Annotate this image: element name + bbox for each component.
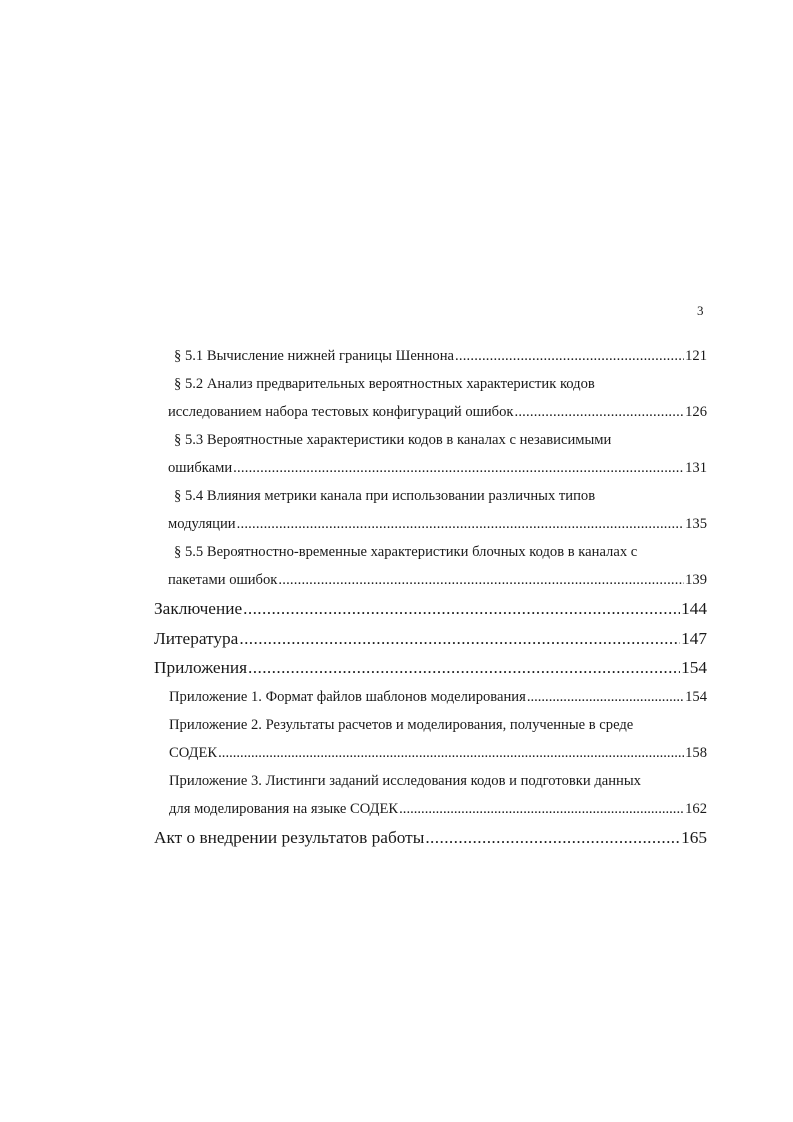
dot-leader [237, 510, 684, 538]
toc-entry-title: § 5.3 Вероятностные характеристики кодов в каналах с независимыми [174, 432, 612, 448]
dot-leader [278, 566, 684, 594]
toc-entry-title: Литература [154, 628, 239, 648]
toc-page-number: 165 [681, 827, 707, 847]
toc-entry-title: Приложения [154, 658, 248, 677]
toc-entry-act[interactable] [154, 823, 707, 853]
toc-entry-title-continued: СОДЕК [169, 744, 218, 761]
toc-entry-5-2[interactable] [154, 370, 707, 426]
toc-entry-5-4[interactable] [154, 482, 707, 538]
toc-page-number: 139 [685, 572, 707, 588]
toc-page-number: 154 [685, 688, 707, 705]
dot-leader [243, 594, 680, 624]
toc-entry-appendix-1[interactable] [154, 683, 707, 711]
toc-page-number: 126 [685, 404, 707, 420]
toc-page-number: 144 [681, 599, 707, 618]
toc-page-number: 147 [681, 628, 707, 648]
dot-leader [455, 342, 684, 370]
dot-leader [248, 653, 680, 683]
toc-entry-title: § 5.2 Анализ предварительных вероятностных характеристик кодов [174, 376, 595, 392]
toc-entry-appendix-3[interactable] [154, 767, 707, 823]
toc-entry-5-5[interactable] [154, 538, 707, 594]
toc-entry-5-3[interactable] [154, 426, 707, 482]
toc-entry-title-continued: модуляции [168, 516, 236, 532]
toc-entry-title: § 5.5 Вероятностно-временные характеристики блочных кодов в каналах с [174, 544, 638, 560]
toc-entry-title: Приложение 1. Формат файлов шаблонов моделирования [169, 688, 526, 705]
toc-page-number: 131 [685, 460, 707, 476]
dot-leader [527, 683, 684, 711]
dot-leader [218, 739, 684, 767]
toc-page-number: 135 [685, 516, 707, 532]
toc-entry-5-1[interactable] [154, 342, 707, 370]
toc-entry-title-continued: исследованием набора тестовых конфигураций ошибок [168, 404, 514, 420]
dot-leader [514, 398, 684, 426]
toc-entry-title: Акт о внедрении результатов работы [154, 827, 425, 847]
toc-entry-title-continued: для моделирования на языке СОДЕК [169, 800, 399, 817]
toc-entry-appendices[interactable] [154, 653, 707, 683]
dot-leader [239, 624, 680, 654]
toc-page-number: 158 [685, 744, 707, 761]
toc-entry-title: Приложение 3. Листинги заданий исследования кодов и подготовки данных [169, 772, 641, 789]
toc-entry-title-continued: пакетами ошибок [168, 572, 278, 588]
toc-entry-title: § 5.4 Влияния метрики канала при использовании различных типов [174, 488, 596, 504]
table-of-contents [154, 342, 707, 852]
toc-entry-appendix-2[interactable] [154, 711, 707, 767]
toc-page-number: 154 [681, 658, 707, 677]
toc-entry-title: Приложение 2. Результаты расчетов и моделирования, полученные в среде [169, 716, 634, 733]
toc-page-number: 121 [685, 348, 707, 364]
toc-entry-title: Заключение [154, 599, 243, 618]
dot-leader [399, 795, 684, 823]
page-number: 3 [697, 303, 704, 318]
toc-entry-conclusion[interactable] [154, 594, 707, 624]
toc-entry-title-continued: ошибками [168, 460, 233, 476]
toc-entry-title: § 5.1 Вычисление нижней границы Шеннона [174, 348, 455, 364]
dot-leader [425, 823, 680, 853]
toc-entry-literature[interactable] [154, 624, 707, 654]
toc-page-number: 162 [685, 800, 707, 817]
dot-leader [233, 454, 684, 482]
